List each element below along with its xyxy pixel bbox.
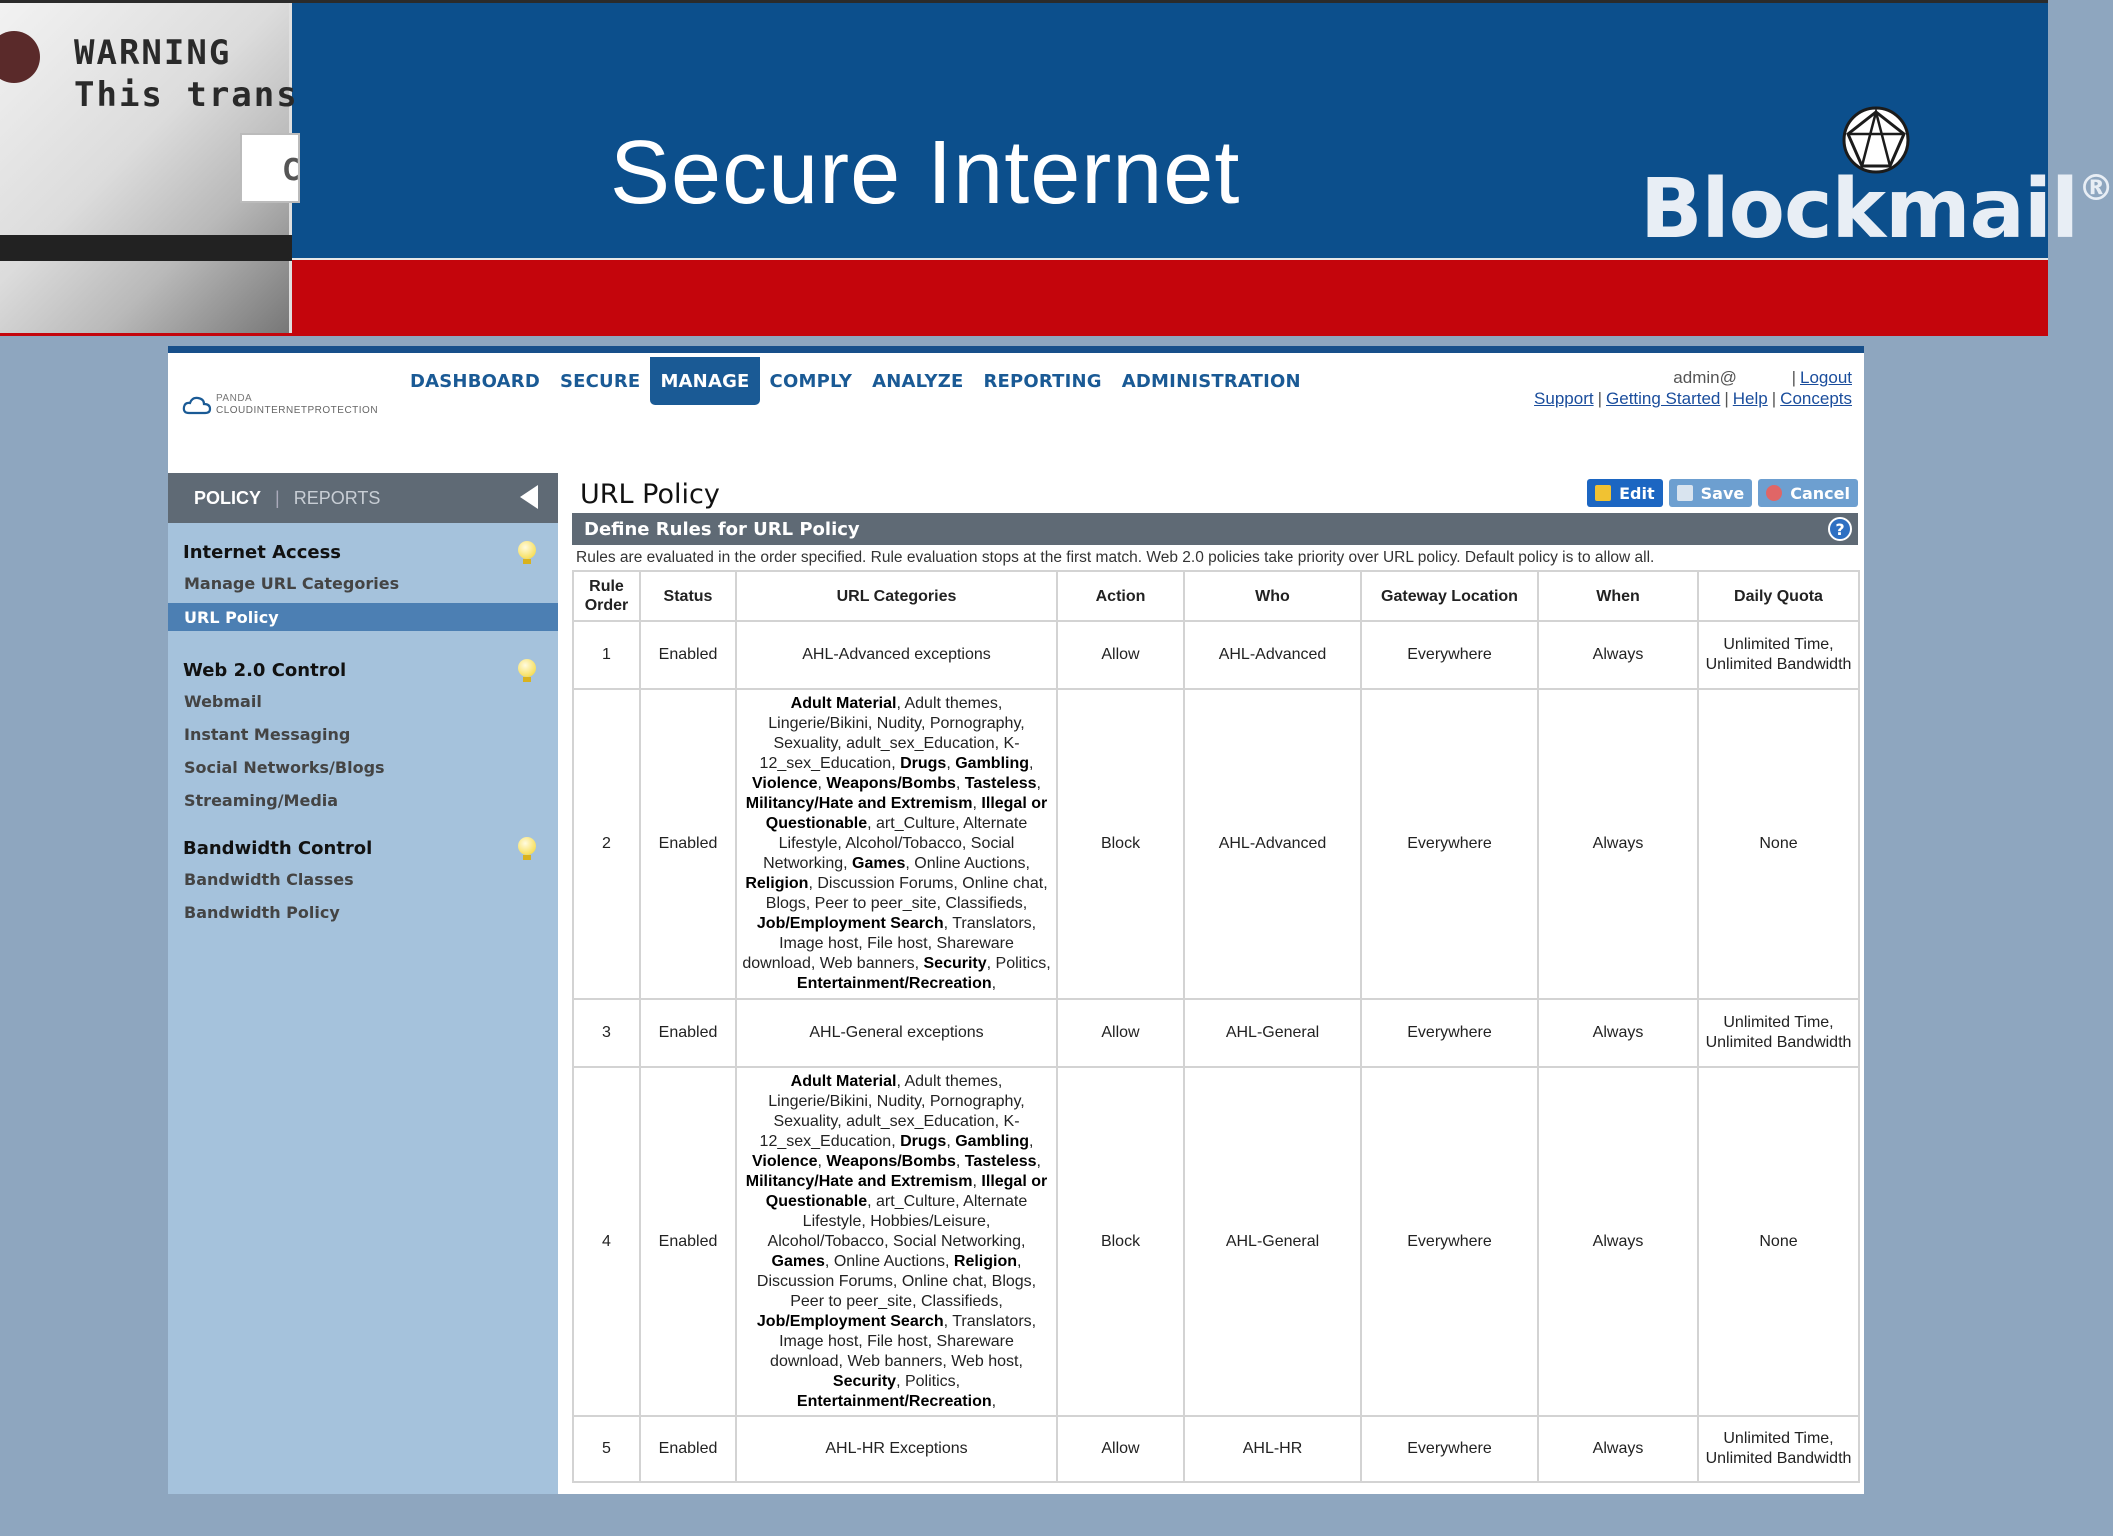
panda-logo[interactable] bbox=[182, 385, 378, 425]
category-text: , Translators, Image host, File host, Shareware download, Web banners, Web host, bbox=[770, 1312, 1037, 1370]
category-emphasis: Violence bbox=[752, 775, 818, 792]
rule-location: Everywhere bbox=[1361, 999, 1538, 1067]
link-separator: | bbox=[1597, 389, 1603, 408]
nav-dashboard[interactable]: DASHBOARD bbox=[410, 370, 540, 392]
tab-divider: | bbox=[275, 487, 280, 508]
sidebar-item-webmail[interactable]: Webmail bbox=[184, 692, 262, 711]
sidebar-item-social-networks[interactable]: Social Networks/Blogs bbox=[184, 758, 385, 777]
category-emphasis: Tasteless bbox=[964, 1152, 1037, 1170]
help-icon[interactable]: ? bbox=[1828, 517, 1852, 541]
table-row[interactable] bbox=[573, 1416, 1859, 1482]
rule-status: Enabled bbox=[640, 689, 736, 999]
rule-status: Enabled bbox=[640, 621, 736, 689]
rule-categories bbox=[736, 689, 1057, 999]
lightbulb-icon[interactable] bbox=[518, 659, 536, 683]
edit-button[interactable] bbox=[1587, 479, 1663, 507]
main-nav bbox=[400, 357, 1311, 405]
category-emphasis: Security bbox=[923, 955, 987, 972]
rule-when: Always bbox=[1538, 1416, 1698, 1482]
column-header[interactable]: Status bbox=[640, 571, 736, 621]
rule-when: Always bbox=[1538, 689, 1698, 999]
photo-text: This trans bbox=[74, 75, 299, 115]
category-emphasis: Illegal or Questionable bbox=[765, 1172, 1048, 1210]
category-text: , bbox=[1029, 755, 1034, 772]
app-window bbox=[168, 346, 1864, 1494]
category-emphasis: Gambling bbox=[955, 755, 1029, 772]
rule-quota: Unlimited Time, Unlimited Bandwidth bbox=[1698, 999, 1859, 1067]
section-header bbox=[572, 513, 1858, 545]
save-label: Save bbox=[1700, 483, 1745, 503]
brand-registered: ® bbox=[2078, 168, 2113, 209]
section-title: Define Rules for URL Policy bbox=[584, 518, 860, 540]
category-text: , bbox=[955, 1152, 965, 1170]
category-emphasis: Drugs bbox=[900, 1132, 947, 1150]
category-text: , art_Culture, Alternate Lifestyle, Alcohol/Tobacco, Social Networking, bbox=[763, 815, 1028, 872]
category-text: , bbox=[991, 975, 997, 992]
category-text: , bbox=[817, 775, 827, 792]
category-emphasis: Games bbox=[852, 855, 906, 872]
group-title: Bandwidth Control bbox=[183, 837, 373, 859]
rule-who: AHL-Advanced bbox=[1184, 689, 1361, 999]
lightbulb-icon[interactable] bbox=[518, 541, 536, 565]
edit-icon bbox=[1595, 485, 1611, 501]
sidebar-item-bandwidth-policy[interactable]: Bandwidth Policy bbox=[184, 903, 340, 922]
skull-icon bbox=[0, 31, 40, 83]
rule-quota: Unlimited Time, Unlimited Bandwidth bbox=[1698, 621, 1859, 689]
category-text: , Adult themes, Lingerie/Bikini, Nudity, Pornography, Sexuality, adult_sex_Education, K-12_sex_Education, bbox=[759, 695, 1025, 772]
category-text: , bbox=[817, 1152, 827, 1170]
rule-categories bbox=[736, 1067, 1057, 1416]
rule-who: AHL-General bbox=[1184, 1067, 1361, 1416]
rule-categories bbox=[736, 1416, 1057, 1482]
rule-status: Enabled bbox=[640, 1067, 736, 1416]
category-emphasis: Religion bbox=[745, 875, 809, 892]
action-buttons bbox=[1587, 479, 1858, 507]
column-header[interactable]: Daily Quota bbox=[1698, 571, 1859, 621]
cancel-button[interactable] bbox=[1758, 479, 1858, 507]
top-bar bbox=[168, 353, 1864, 473]
table-header-row bbox=[573, 571, 1859, 621]
getting-started-link[interactable]: Getting Started bbox=[1606, 389, 1721, 408]
category-emphasis: Gambling bbox=[955, 1132, 1029, 1150]
main-content bbox=[572, 473, 1858, 1494]
sidebar-item-streaming-media[interactable]: Streaming/Media bbox=[184, 791, 339, 810]
rule-order: 1 bbox=[573, 621, 640, 689]
category-text: , art_Culture, Alternate Lifestyle, Hobbies/Leisure, Alcohol/Tobacco, Social Networking, bbox=[767, 1192, 1028, 1250]
brand-logo bbox=[1640, 100, 2113, 257]
category-text: , bbox=[1036, 1152, 1041, 1170]
slide-header bbox=[0, 0, 2113, 258]
category-emphasis: Militancy/Hate and Extremism bbox=[745, 795, 973, 812]
nav-manage[interactable]: MANAGE bbox=[650, 357, 759, 405]
category-text: AHL-Advanced exceptions bbox=[802, 646, 991, 663]
link-separator: | bbox=[1791, 368, 1796, 387]
rule-who: AHL-HR bbox=[1184, 1416, 1361, 1482]
rule-order: 4 bbox=[573, 1067, 640, 1416]
column-header[interactable]: Rule Order bbox=[573, 571, 640, 621]
tab-policy[interactable]: POLICY bbox=[194, 487, 262, 508]
category-emphasis: Tasteless bbox=[964, 775, 1037, 792]
category-text: , bbox=[946, 755, 956, 772]
photo-strip bbox=[0, 235, 292, 261]
rule-who: AHL-General bbox=[1184, 999, 1361, 1067]
column-header[interactable]: URL Categories bbox=[736, 571, 1057, 621]
rule-who: AHL-Advanced bbox=[1184, 621, 1361, 689]
sidebar-header bbox=[168, 473, 558, 523]
brand-name: Blockmail bbox=[1640, 162, 2079, 257]
warning-photo bbox=[0, 3, 301, 333]
category-emphasis: Adult Material bbox=[790, 1072, 897, 1090]
edit-label: Edit bbox=[1619, 483, 1655, 503]
rules-note: Rules are evaluated in the order specified. Rule evaluation stops at the first match. Web 2.0 policies take priority over URL policy. Default policy is to allow all. bbox=[576, 549, 1655, 566]
sidebar-item-instant-messaging[interactable]: Instant Messaging bbox=[184, 725, 351, 744]
category-text: , bbox=[991, 1392, 997, 1410]
category-emphasis: Games bbox=[771, 1252, 825, 1270]
photo-text: WARNING bbox=[74, 33, 232, 73]
tab-reports[interactable]: REPORTS bbox=[293, 487, 381, 508]
category-text: , Online Auctions, bbox=[905, 855, 1030, 872]
rule-quota: None bbox=[1698, 689, 1859, 999]
cancel-label: Cancel bbox=[1790, 483, 1850, 503]
nav-reporting[interactable]: REPORTING bbox=[983, 370, 1102, 392]
category-emphasis: Security bbox=[832, 1372, 897, 1390]
logo-line2: CLOUDINTERNETPROTECTION bbox=[216, 405, 379, 416]
category-emphasis: Weapons/Bombs bbox=[826, 1152, 956, 1170]
category-text: , Adult themes, Lingerie/Bikini, Nudity, Pornography, Sexuality, adult_sex_Education, K-12_sex_Education, bbox=[759, 1072, 1025, 1150]
nav-comply[interactable]: COMPLY bbox=[769, 370, 853, 392]
category-emphasis: Entertainment/Recreation bbox=[796, 975, 992, 992]
link-separator: | bbox=[1724, 389, 1729, 408]
sidebar-item-bandwidth-classes[interactable]: Bandwidth Classes bbox=[184, 870, 354, 889]
category-text: , Politics, bbox=[896, 1372, 961, 1390]
column-header[interactable]: When bbox=[1538, 571, 1698, 621]
category-emphasis: Violence bbox=[752, 1152, 818, 1170]
category-text: , Politics, bbox=[986, 955, 1051, 972]
table-row[interactable] bbox=[573, 689, 1859, 999]
logo-line1: PANDA bbox=[216, 393, 253, 404]
rule-action: Allow bbox=[1057, 621, 1184, 689]
rule-status: Enabled bbox=[640, 1416, 736, 1482]
nav-administration[interactable]: ADMINISTRATION bbox=[1121, 370, 1301, 392]
category-text: AHL-General exceptions bbox=[809, 1024, 984, 1041]
category-text: , Translators, Image host, File host, Shareware download, Web banners, bbox=[742, 915, 1037, 972]
rule-order: 5 bbox=[573, 1416, 640, 1482]
category-text: , Discussion Forums, Online chat, Blogs, Peer to peer_site, Classifieds, bbox=[765, 875, 1048, 912]
rule-status: Enabled bbox=[640, 999, 736, 1067]
rule-action: Block bbox=[1057, 1067, 1184, 1416]
table-row[interactable] bbox=[573, 621, 1859, 689]
save-icon bbox=[1677, 485, 1693, 501]
rule-categories bbox=[736, 999, 1057, 1067]
group-title: Web 2.0 Control bbox=[183, 659, 347, 681]
category-text: , Discussion Forums, Online chat, Blogs, Peer to peer_site, Classifieds, bbox=[756, 1252, 1037, 1310]
rule-location: Everywhere bbox=[1361, 689, 1538, 999]
category-text: , bbox=[1029, 1132, 1034, 1150]
header-red-band bbox=[0, 258, 2048, 336]
rule-location: Everywhere bbox=[1361, 1067, 1538, 1416]
slide-title: Secure Internet bbox=[610, 123, 1241, 223]
rule-quota: Unlimited Time, Unlimited Bandwidth bbox=[1698, 1416, 1859, 1482]
rule-categories bbox=[736, 621, 1057, 689]
category-emphasis: Religion bbox=[953, 1252, 1017, 1270]
group-title: Internet Access bbox=[183, 541, 342, 563]
category-emphasis: Weapons/Bombs bbox=[826, 775, 956, 792]
logout-link[interactable]: Logout bbox=[1800, 368, 1852, 387]
category-emphasis: Adult Material bbox=[790, 695, 897, 712]
rule-when: Always bbox=[1538, 1067, 1698, 1416]
rule-when: Always bbox=[1538, 999, 1698, 1067]
concepts-link[interactable]: Concepts bbox=[1780, 389, 1852, 408]
category-emphasis: Illegal or Questionable bbox=[765, 795, 1048, 832]
rule-location: Everywhere bbox=[1361, 1416, 1538, 1482]
column-header[interactable]: Who bbox=[1184, 571, 1361, 621]
rules-table bbox=[572, 570, 1860, 1483]
category-text: , bbox=[946, 1132, 956, 1150]
category-text: , bbox=[955, 775, 965, 792]
sidebar-group-web20-control bbox=[168, 655, 558, 817]
sidebar-group-bandwidth-control bbox=[168, 833, 558, 929]
rule-action: Allow bbox=[1057, 1416, 1184, 1482]
user-name: admin@ bbox=[1673, 368, 1737, 387]
sidebar bbox=[168, 473, 558, 1494]
lightbulb-icon[interactable] bbox=[518, 837, 536, 861]
rule-when: Always bbox=[1538, 621, 1698, 689]
category-text: , Online Auctions, bbox=[824, 1252, 954, 1270]
rule-order: 2 bbox=[573, 689, 640, 999]
rule-location: Everywhere bbox=[1361, 621, 1538, 689]
column-header[interactable]: Gateway Location bbox=[1361, 571, 1538, 621]
rule-action: Allow bbox=[1057, 999, 1184, 1067]
sidebar-item-manage-url-categories[interactable]: Manage URL Categories bbox=[184, 574, 400, 593]
help-link[interactable]: Help bbox=[1732, 389, 1768, 408]
support-link[interactable]: Support bbox=[1534, 389, 1594, 408]
nav-analyze[interactable]: ANALYZE bbox=[872, 370, 964, 392]
rule-quota: None bbox=[1698, 1067, 1859, 1416]
table-row[interactable] bbox=[573, 999, 1859, 1067]
page-title: URL Policy bbox=[580, 479, 720, 510]
cancel-icon bbox=[1766, 485, 1782, 501]
rule-action: Block bbox=[1057, 689, 1184, 999]
category-text: , bbox=[1036, 775, 1041, 792]
category-emphasis: Drugs bbox=[900, 755, 947, 772]
column-header[interactable]: Action bbox=[1057, 571, 1184, 621]
sidebar-item-url-policy[interactable]: URL Policy bbox=[168, 603, 558, 631]
save-button[interactable] bbox=[1669, 479, 1753, 507]
photo-box: C bbox=[240, 133, 300, 203]
sidebar-group-internet-access bbox=[168, 537, 558, 631]
category-text: AHL-HR Exceptions bbox=[825, 1440, 968, 1457]
table-row[interactable] bbox=[573, 1067, 1859, 1416]
category-text: , bbox=[972, 1172, 982, 1190]
collapse-sidebar-icon[interactable] bbox=[520, 485, 538, 509]
rule-order: 3 bbox=[573, 999, 640, 1067]
category-text: , bbox=[972, 795, 982, 812]
category-emphasis: Job/Employment Search bbox=[756, 915, 944, 932]
category-emphasis: Entertainment/Recreation bbox=[796, 1392, 992, 1410]
category-emphasis: Job/Employment Search bbox=[756, 1312, 944, 1330]
category-emphasis: Militancy/Hate and Extremism bbox=[745, 1172, 973, 1190]
link-separator: | bbox=[1771, 389, 1777, 408]
cloud-icon bbox=[182, 394, 212, 416]
nav-secure[interactable]: SECURE bbox=[559, 370, 641, 392]
account-links bbox=[1534, 367, 1852, 409]
